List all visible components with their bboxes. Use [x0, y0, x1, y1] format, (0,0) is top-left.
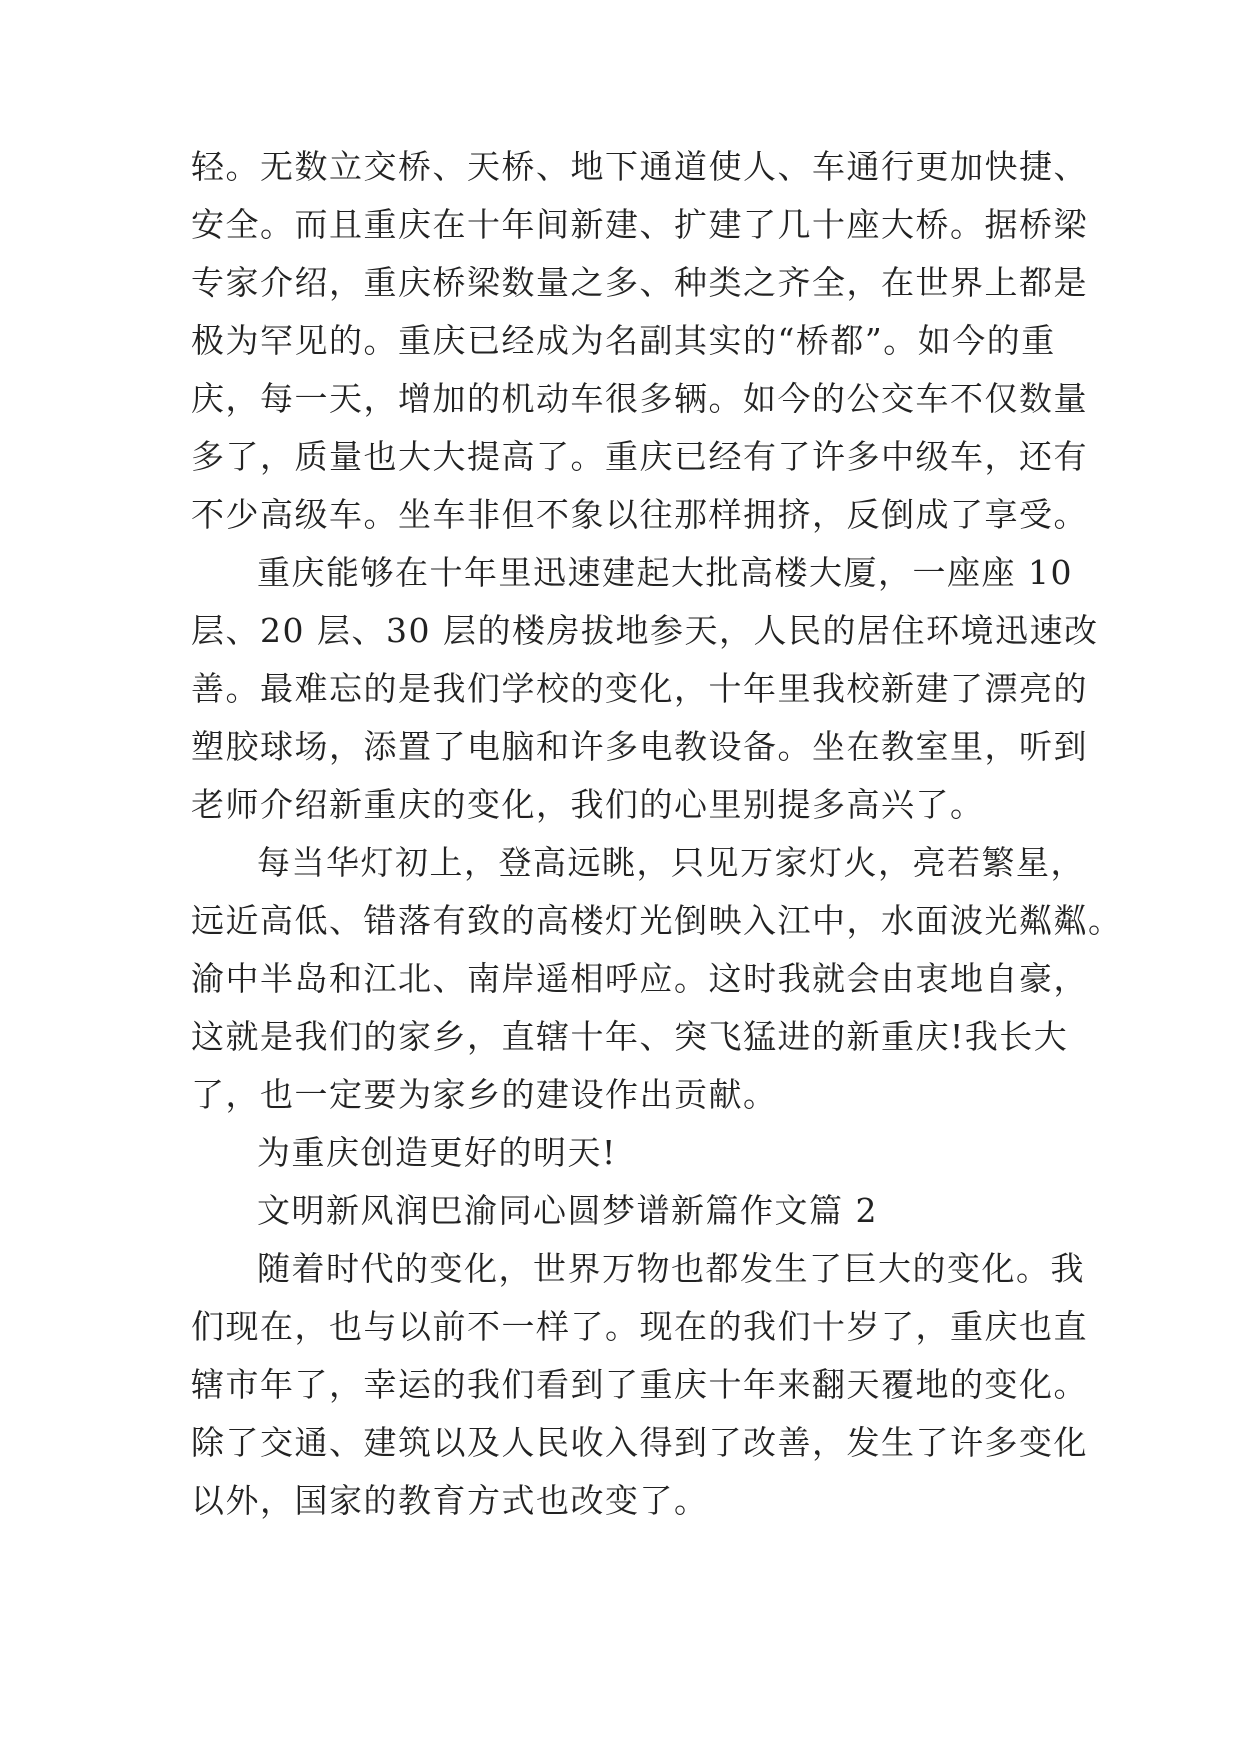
text-line: 这就是我们的家乡，直辖十年、突飞猛进的新重庆!我长大: [191, 1017, 1069, 1056]
text-line: 安全。而且重庆在十年间新建、扩建了几十座大桥。据桥梁: [191, 205, 1088, 244]
text-line: 辖市年了，幸运的我们看到了重庆十年来翻天覆地的变化。: [191, 1365, 1088, 1404]
text-line: 渝中半岛和江北、南岸遥相呼应。这时我就会由衷地自豪，: [191, 959, 1088, 998]
paragraph-start-line: 随着时代的变化，世界万物也都发生了巨大的变化。我: [257, 1249, 1085, 1288]
section-heading: 文明新风润巴渝同心圆梦谱新篇作文篇 2: [257, 1191, 878, 1230]
text-line: 了，也一定要为家乡的建设作出贡献。: [191, 1075, 778, 1114]
text-line: 庆，每一天，增加的机动车很多辆。如今的公交车不仅数量: [191, 379, 1088, 418]
text-line: 除了交通、建筑以及人民收入得到了改善，发生了许多变化: [191, 1423, 1088, 1462]
text-line: 层、20 层、30 层的楼房拔地参天，人民的居住环境迅速改: [191, 611, 1099, 650]
paragraph-start-line: 每当华灯初上，登高远眺，只见万家灯火，亮若繁星，: [257, 843, 1085, 882]
paragraph-start-line: 为重庆创造更好的明天!: [257, 1133, 617, 1172]
text-line: 不少高级车。坐车非但不象以往那样拥挤，反倒成了享受。: [191, 495, 1088, 534]
text-line: 塑胶球场，添置了电脑和许多电教设备。坐在教室里，听到: [191, 727, 1088, 766]
text-line: 善。最难忘的是我们学校的变化，十年里我校新建了漂亮的: [191, 669, 1088, 708]
text-line: 以外，国家的教育方式也改变了。: [191, 1481, 709, 1520]
text-line: 多了，质量也大大提高了。重庆已经有了许多中级车，还有: [191, 437, 1088, 476]
text-line: 远近高低、错落有致的高楼灯光倒映入江中，水面波光粼粼。: [191, 901, 1123, 940]
text-line: 轻。无数立交桥、天桥、地下通道使人、车通行更加快捷、: [191, 147, 1088, 186]
text-line: 极为罕见的。重庆已经成为名副其实的“桥都”。如今的重: [191, 321, 1056, 360]
text-line: 专家介绍，重庆桥梁数量之多、种类之齐全，在世界上都是: [191, 263, 1088, 302]
text-line: 们现在，也与以前不一样了。现在的我们十岁了，重庆也直: [191, 1307, 1088, 1346]
paragraph-start-line: 重庆能够在十年里迅速建起大批高楼大厦，一座座 10: [257, 553, 1073, 592]
text-line: 老师介绍新重庆的变化，我们的心里别提多高兴了。: [191, 785, 985, 824]
document-body: [191, 138, 1123, 1530]
